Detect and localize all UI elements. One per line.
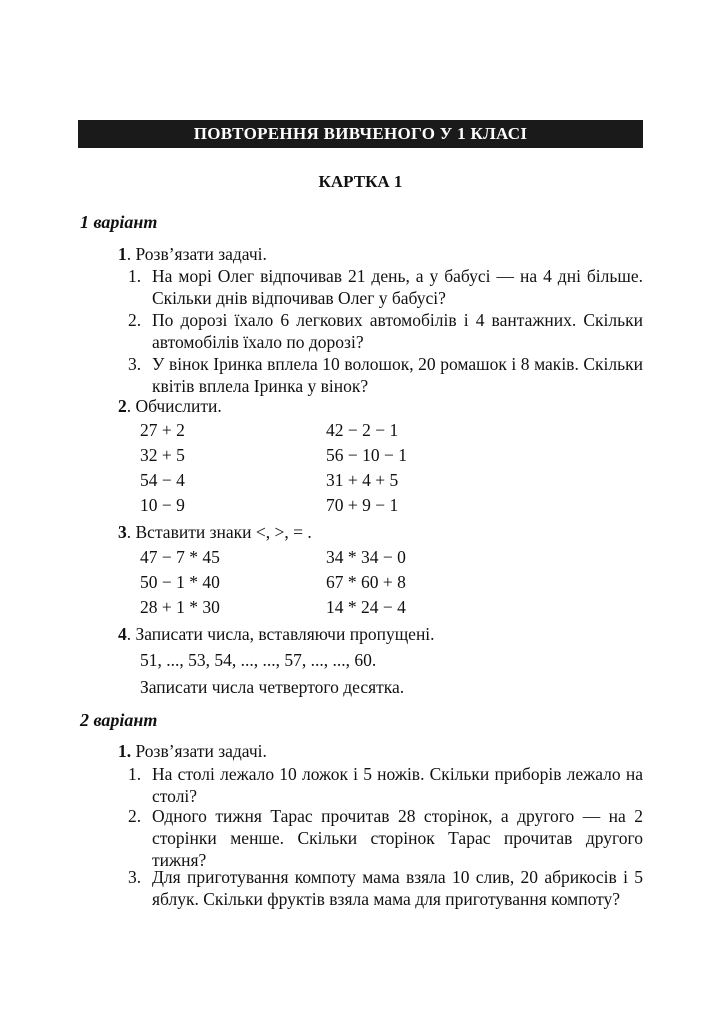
- v2-problem-3-text: Для приготування компоту мама взяла 10 слив, 20 абрикосів і 5 яблук. Скільки фруктів взяла мама для приготування компоту?: [152, 867, 643, 909]
- task-number: 1.: [118, 741, 132, 761]
- v1-problem-3-number: 3.: [128, 354, 142, 374]
- v1-task3-heading: [118, 521, 312, 543]
- task-text: . Вставити знаки <, >, = .: [126, 522, 312, 542]
- compare-left: 28 + 1 * 30: [140, 597, 220, 617]
- expr-right: 31 + 4 + 5: [326, 470, 399, 490]
- section-banner: ПОВТОРЕННЯ ВИВЧЕНОГО У 1 КЛАСІ: [78, 120, 643, 148]
- task-text: Розв’язати задачі.: [131, 741, 267, 761]
- expr-left: 27 + 2: [140, 420, 185, 440]
- expr-left: 32 + 5: [140, 445, 185, 465]
- v1-task1-heading: [118, 243, 267, 265]
- number-sequence: 51, ..., 53, 54, ..., ..., 57, ..., ..., 60.: [140, 650, 377, 670]
- v2-problem-2-text: Одного тижня Тарас прочитав 28 сторінок, а другого — на 2 сторінки менше. Скільки сторінок Тарас прочитав другого тижня?: [152, 806, 643, 870]
- task-number: 4: [118, 624, 127, 644]
- compare-right: 67 * 60 + 8: [326, 572, 406, 592]
- v1-task4-heading: [118, 623, 435, 645]
- task-text: . Розв’язати задачі.: [126, 244, 267, 264]
- task-number: 3: [118, 522, 127, 542]
- task4-extra: Записати числа четвертого десятка.: [140, 677, 405, 697]
- v1-problem-2-text: По дорозі їхало 6 легкових автомобілів і 4 вантажних. Скільки автомобілів їхало по дорозі?: [152, 310, 643, 352]
- expr-right: 70 + 9 − 1: [326, 495, 399, 515]
- v2-problem-3-number: 3.: [128, 867, 142, 887]
- task-text: . Записати числа, вставляючи пропущені.: [126, 624, 435, 644]
- expr-right: 56 − 10 − 1: [326, 445, 407, 465]
- v2-problem-2-number: 2.: [128, 806, 142, 826]
- task-number: 1: [118, 244, 127, 264]
- expr-left: 10 − 9: [140, 495, 185, 515]
- task-text: . Обчислити.: [126, 396, 222, 416]
- v1-problem-3-text: У вінок Іринка вплела 10 волошок, 20 ромашок і 8 маків. Скільки квітів вплела Іринка у вінок?: [152, 354, 643, 396]
- v1-problem-1-text: На морі Олег відпочивав 21 день, а у бабусі — на 4 дні більше. Скільки днів відпочивав Олег у бабусі?: [152, 266, 643, 308]
- compare-right: 14 * 24 − 4: [326, 597, 406, 617]
- task-number: 2: [118, 396, 127, 416]
- v2-problem-1-text: На столі лежало 10 ложок і 5 ножів. Скільки приборів лежало на столі?: [152, 764, 643, 806]
- variant-2-title: 2 варіант: [80, 710, 158, 730]
- v2-problem-1-number: 1.: [128, 764, 142, 784]
- compare-right: 34 * 34 − 0: [326, 547, 406, 567]
- expr-left: 54 − 4: [140, 470, 185, 490]
- expr-right: 42 − 2 − 1: [326, 420, 399, 440]
- v2-task1-heading: [118, 740, 267, 762]
- v1-problem-1-number: 1.: [128, 266, 142, 286]
- v1-problem-2-number: 2.: [128, 310, 142, 330]
- compare-left: 50 − 1 * 40: [140, 572, 220, 592]
- card-title: КАРТКА 1: [318, 172, 403, 191]
- v1-task2-heading: [118, 395, 222, 417]
- compare-left: 47 − 7 * 45: [140, 547, 220, 567]
- variant-1-title: 1 варіант: [80, 212, 158, 232]
